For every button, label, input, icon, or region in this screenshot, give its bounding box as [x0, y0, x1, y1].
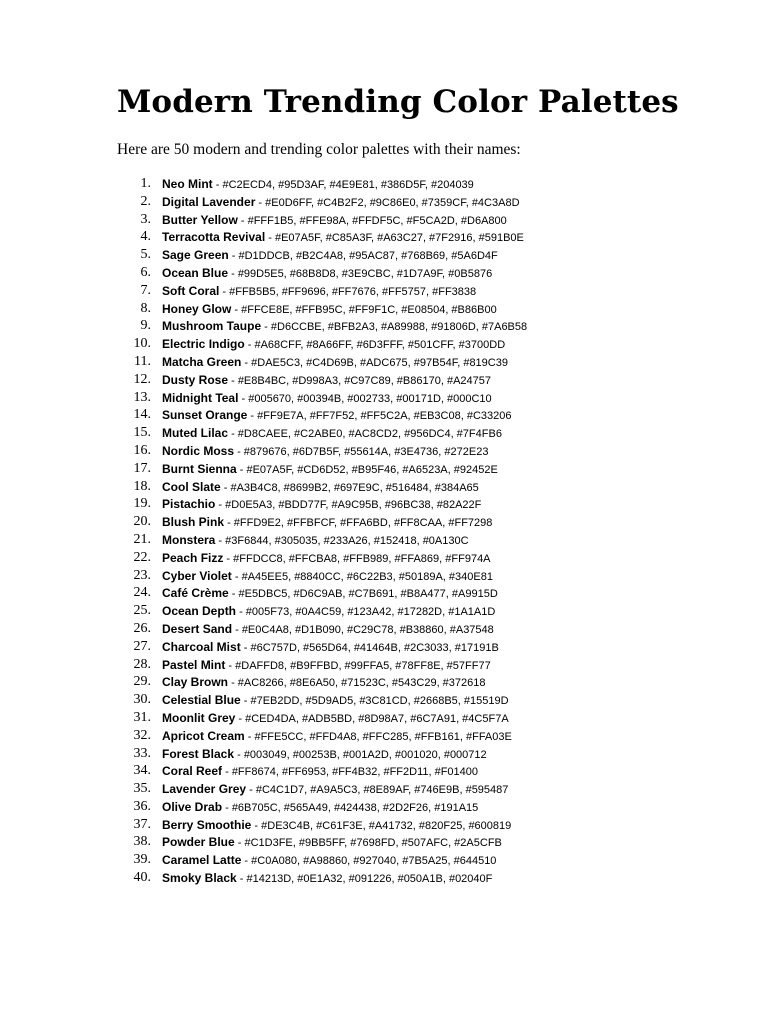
separator: -	[231, 570, 242, 583]
list-item	[117, 745, 717, 763]
list-item-number: 20.	[133, 514, 151, 530]
separator: -	[224, 517, 234, 530]
palette-name: Cyber Violet	[162, 568, 232, 583]
separator: -	[225, 659, 236, 672]
palette-list	[117, 175, 717, 887]
list-item-number: 5.	[140, 247, 151, 263]
list-item-number: 26.	[133, 620, 151, 636]
palette-codes: #FFCE8E, #FFB95C, #FF9F1C, #E08504, #B86B00	[241, 303, 497, 316]
list-item	[117, 228, 717, 246]
palette-codes: #DAE5C3, #C4D69B, #ADC675, #97B54F, #819C39	[251, 356, 508, 369]
list-item	[117, 531, 717, 549]
list-item	[117, 513, 717, 531]
separator: -	[228, 588, 239, 601]
palette-name: Celestial Blue	[162, 693, 241, 708]
list-item-number: 39.	[133, 852, 151, 868]
separator: -	[240, 695, 251, 708]
list-item	[117, 727, 717, 745]
palette-codes: #99D5E5, #68B8D8, #3E9CBC, #1D7A9F, #0B5876	[237, 267, 493, 280]
palette-name: Desert Sand	[162, 621, 233, 636]
list-item-number: 7.	[140, 282, 151, 298]
palette-name: Neo Mint	[162, 177, 213, 191]
separator: -	[222, 801, 232, 814]
separator: -	[232, 623, 242, 636]
palette-name: Pastel Mint	[162, 657, 226, 672]
list-item-number: 18.	[133, 478, 151, 494]
palette-codes: #D0E5A3, #BDD77F, #A9C95B, #96BC38, #82A22F	[225, 499, 482, 512]
list-item-number: 22.	[133, 549, 151, 565]
palette-codes: #FF9E7A, #FF7F52, #FF5C2A, #EB3C08, #C33206	[257, 410, 512, 423]
palette-name: Charcoal Mist	[162, 639, 241, 654]
palette-codes: #D8CAEE, #C2ABE0, #AC8CD2, #956DC4, #7F4FB6	[237, 428, 502, 441]
list-item	[117, 709, 717, 727]
palette-codes: #FFE5CC, #FFD4A8, #FFC285, #FFB161, #FFA03E	[254, 730, 512, 743]
list-item-number: 19.	[133, 496, 151, 512]
palette-codes: #D1DDCB, #B2C4A8, #95AC87, #768B69, #5A6D4F	[238, 250, 498, 263]
palette-name: Dusty Rose	[162, 372, 229, 387]
palette-name: Monstera	[162, 532, 216, 547]
palette-name: Olive Drab	[162, 799, 223, 814]
separator: -	[241, 855, 252, 868]
separator: -	[228, 677, 238, 690]
list-item-number: 29.	[133, 674, 151, 690]
list-item	[117, 549, 717, 567]
list-item	[117, 851, 717, 869]
separator: -	[246, 784, 256, 797]
palette-codes: #FFF1B5, #FFE98A, #FFDF5C, #F5CA2D, #D6A800	[247, 214, 507, 227]
palette-codes: #DE3C4B, #C61F3E, #A41732, #820F25, #600819	[261, 819, 512, 832]
palette-name: Ocean Depth	[162, 604, 237, 619]
list-item	[117, 246, 717, 264]
list-item-number: 10.	[133, 336, 151, 352]
separator: -	[215, 499, 226, 512]
palette-codes: #A68CFF, #8A66FF, #6D3FFF, #501CFF, #3700DD	[254, 339, 506, 352]
list-item	[117, 406, 717, 424]
list-item-number: 16.	[133, 442, 151, 458]
palette-codes: #FFB5B5, #FF9696, #FF7676, #FF5757, #FF3838	[229, 285, 477, 298]
list-item-number: 6.	[140, 264, 151, 280]
page-title: Modern Trending Color Palettes	[117, 84, 679, 120]
palette-codes: #6B705C, #565A49, #424438, #2D2F26, #191A15	[231, 801, 479, 814]
palette-name: Soft Coral	[162, 283, 220, 298]
list-item-number: 28.	[133, 656, 151, 672]
separator: -	[265, 232, 275, 245]
list-item	[117, 282, 717, 300]
palette-codes: #E07A5F, #CD6D52, #B95F46, #A6523A, #92452E	[246, 463, 498, 476]
palette-codes: #FFD9E2, #FFBFCF, #FFA6BD, #FF8CAA, #FF7298	[233, 517, 493, 530]
palette-codes: #6C757D, #565D64, #41464B, #2C3033, #17191B	[250, 641, 499, 654]
list-item	[117, 353, 717, 371]
list-item	[117, 460, 717, 478]
palette-name: Powder Blue	[162, 835, 235, 850]
list-item-number: 2.	[140, 193, 151, 209]
palette-name: Nordic Moss	[162, 443, 235, 458]
list-item-number: 30.	[133, 692, 151, 708]
palette-codes: #E5DBC5, #D6C9AB, #C7B691, #B8A477, #A9915D	[238, 588, 498, 601]
separator: -	[228, 267, 238, 280]
palette-codes: #003049, #00253B, #001A2D, #001020, #000712	[243, 748, 487, 761]
palette-name: Lavender Grey	[162, 782, 247, 797]
list-item	[117, 638, 717, 656]
intro-paragraph: Here are 50 modern and trending color palettes with their names:	[117, 141, 521, 158]
list-item	[117, 656, 717, 674]
palette-name: Apricot Cream	[162, 728, 245, 743]
palette-codes: #C4C1D7, #A9A5C3, #8E89AF, #746E9B, #595487	[255, 784, 509, 797]
list-item-number: 24.	[133, 585, 151, 601]
separator: -	[261, 321, 271, 334]
list-item-number: 21.	[133, 531, 151, 547]
separator: -	[236, 606, 246, 619]
separator: -	[212, 179, 223, 191]
palette-name: Muted Lilac	[162, 426, 229, 441]
list-item-number: 36.	[133, 798, 151, 814]
list-item-number: 27.	[133, 638, 151, 654]
list-item	[117, 495, 717, 513]
separator: -	[228, 250, 239, 263]
separator: -	[219, 285, 230, 298]
separator: -	[234, 748, 244, 761]
palette-codes: #DAFFD8, #B9FFBD, #99FFA5, #78FF8E, #57FF77	[235, 659, 491, 672]
list-item	[117, 567, 717, 585]
palette-codes: #A45EE5, #8840CC, #6C22B3, #50189A, #340E81	[241, 570, 493, 583]
palette-codes: #E8B4BC, #D998A3, #C97C89, #B86170, #A24757	[237, 374, 492, 387]
separator: -	[236, 873, 247, 886]
list-item-number: 38.	[133, 834, 151, 850]
list-item-number: 13.	[133, 389, 151, 405]
list-item-number: 8.	[140, 300, 151, 316]
palette-name: Forest Black	[162, 746, 235, 761]
palette-name: Terracotta Revival	[162, 230, 266, 245]
list-item-number: 33.	[133, 745, 151, 761]
list-item	[117, 175, 717, 193]
palette-name: Electric Indigo	[162, 337, 245, 352]
list-item	[117, 424, 717, 442]
palette-name: Pistachio	[162, 497, 216, 512]
list-item-number: 9.	[140, 318, 151, 334]
palette-name: Smoky Black	[162, 871, 237, 886]
separator: -	[241, 356, 252, 369]
palette-name: Burnt Sienna	[162, 461, 237, 476]
document-page	[117, 84, 717, 887]
list-item	[117, 780, 717, 798]
palette-name: Cool Slate	[162, 479, 221, 494]
palette-name: Coral Reef	[162, 764, 223, 779]
list-item-number: 4.	[140, 229, 151, 245]
list-item	[117, 264, 717, 282]
list-item-number: 3.	[140, 211, 151, 227]
separator: -	[244, 339, 255, 352]
list-item	[117, 833, 717, 851]
list-item-number: 14.	[133, 407, 151, 423]
list-item	[117, 300, 717, 318]
list-item	[117, 602, 717, 620]
list-item	[117, 762, 717, 780]
separator: -	[222, 766, 232, 779]
separator: -	[223, 552, 234, 565]
palette-codes: #AC8266, #8E6A50, #71523C, #543C29, #372618	[237, 677, 486, 690]
separator: -	[251, 819, 262, 832]
list-item	[117, 389, 717, 407]
list-item	[117, 798, 717, 816]
list-item	[117, 442, 717, 460]
list-item-number: 15.	[133, 425, 151, 441]
palette-codes: #A3B4C8, #8699B2, #697E9C, #516484, #384A65	[230, 481, 479, 494]
palette-name: Midnight Teal	[162, 390, 239, 405]
palette-name: Ocean Blue	[162, 265, 229, 280]
palette-codes: #005670, #00394B, #002733, #00171D, #000C10	[248, 392, 492, 405]
palette-codes: #FFDCC8, #FFCBA8, #FFB989, #FFA869, #FF974A	[233, 552, 491, 565]
palette-codes: #E0D6FF, #C4B2F2, #9C86E0, #7359CF, #4C3A8D	[265, 196, 520, 209]
list-item	[117, 335, 717, 353]
list-item-number: 32.	[133, 727, 151, 743]
separator: -	[238, 392, 249, 405]
separator: -	[220, 481, 231, 494]
palette-codes: #CED4DA, #ADB5BD, #8D98A7, #6C7A91, #4C5F7A	[245, 712, 509, 725]
palette-codes: #D6CCBE, #BFB2A3, #A89988, #91806D, #7A6B58	[270, 321, 528, 334]
list-item-number: 31.	[133, 709, 151, 725]
separator: -	[234, 445, 244, 458]
list-item-number: 34.	[133, 763, 151, 779]
list-item	[117, 211, 717, 229]
palette-codes: #E07A5F, #C85A3F, #A63C27, #7F2916, #591B0E	[274, 232, 524, 245]
palette-name: Café Crème	[162, 586, 229, 601]
palette-name: Sunset Orange	[162, 408, 248, 423]
list-item-number: 1.	[140, 176, 151, 191]
separator: -	[231, 303, 242, 316]
palette-codes: #C1D3FE, #9BB5FF, #7698FD, #507AFC, #2A5CFB	[244, 837, 502, 850]
list-item	[117, 620, 717, 638]
palette-name: Caramel Latte	[162, 853, 242, 868]
palette-codes: #E0C4A8, #D1B090, #C29C78, #B38860, #A37548	[241, 623, 494, 636]
list-item	[117, 193, 717, 211]
list-item	[117, 371, 717, 389]
palette-name: Honey Glow	[162, 301, 232, 316]
palette-codes: #14213D, #0E1A32, #091226, #050A1B, #02040F	[246, 873, 493, 886]
palette-codes: #C0A080, #A98860, #927040, #7B5A25, #644510	[251, 855, 497, 868]
palette-codes: #005F73, #0A4C59, #123A42, #17282D, #1A1A1D	[245, 606, 496, 619]
palette-codes: #7EB2DD, #5D9AD5, #3C81CD, #2668B5, #15519D	[250, 695, 509, 708]
palette-name: Peach Fizz	[162, 550, 224, 565]
list-item-number: 37.	[133, 816, 151, 832]
list-item-number: 25.	[133, 603, 151, 619]
separator: -	[234, 837, 245, 850]
list-item	[117, 673, 717, 691]
palette-codes: #FF8674, #FF6953, #FF4B32, #FF2D11, #F01400	[231, 766, 479, 779]
palette-name: Matcha Green	[162, 354, 242, 369]
list-item	[117, 691, 717, 709]
list-item-number: 11.	[134, 353, 151, 369]
separator: -	[244, 730, 255, 743]
list-item	[117, 478, 717, 496]
palette-name: Clay Brown	[162, 675, 229, 690]
separator: -	[228, 428, 238, 441]
separator: -	[240, 641, 251, 654]
list-item-number: 40.	[133, 870, 151, 886]
separator: -	[247, 410, 258, 423]
list-item-number: 23.	[133, 567, 151, 583]
separator: -	[228, 374, 238, 387]
separator: -	[215, 534, 226, 547]
palette-name: Berry Smoothie	[162, 817, 252, 832]
palette-name: Digital Lavender	[162, 194, 256, 209]
palette-name: Blush Pink	[162, 515, 225, 530]
list-item	[117, 869, 717, 887]
palette-name: Butter Yellow	[162, 212, 238, 227]
palette-name: Moonlit Grey	[162, 710, 236, 725]
separator: -	[236, 463, 247, 476]
list-item-number: 17.	[133, 460, 151, 476]
palette-codes: #C2ECD4, #95D3AF, #4E9E81, #386D5F, #204039	[222, 179, 474, 191]
list-item	[117, 816, 717, 834]
palette-codes: #3F6844, #305035, #233A26, #152418, #0A130C	[225, 534, 469, 547]
separator: -	[235, 712, 246, 725]
list-item-number: 12.	[133, 371, 151, 387]
separator: -	[255, 196, 266, 209]
list-item	[117, 584, 717, 602]
palette-name: Sage Green	[162, 248, 229, 263]
list-item-number: 35.	[133, 781, 151, 797]
palette-name: Mushroom Taupe	[162, 319, 262, 334]
palette-codes: #879676, #6D7B5F, #55614A, #3E4736, #272E23	[243, 445, 489, 458]
separator: -	[237, 214, 248, 227]
list-item	[117, 317, 717, 335]
